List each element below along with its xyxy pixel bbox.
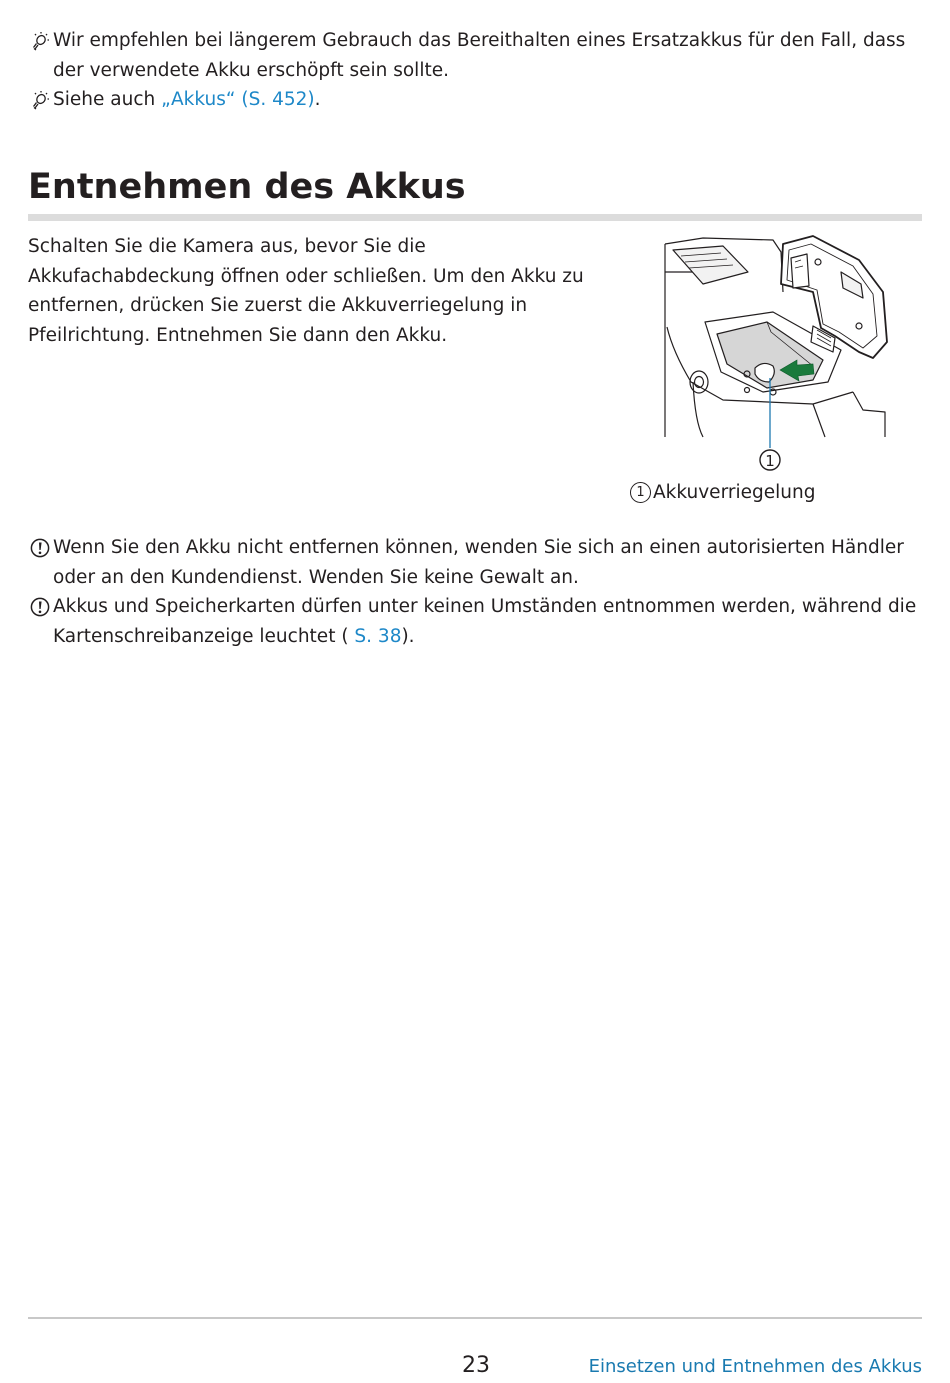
tip-suffix: . xyxy=(314,89,321,110)
caption-number: 1 xyxy=(630,482,651,503)
tip-text xyxy=(53,85,930,115)
caution-note-2 xyxy=(30,592,930,651)
caution-icon xyxy=(30,597,50,617)
tip-prefix: Siehe auch xyxy=(53,89,162,110)
figure-caption xyxy=(630,478,815,508)
page-number: 23 xyxy=(462,1353,490,1378)
caution-icon xyxy=(30,538,50,558)
tip-note-2 xyxy=(30,85,930,115)
section-body: Schalten Sie die Kamera aus, bevor Sie die Akkufachabdeckung öffnen oder schließen. Um den Akku zu entfernen, drücken Sie zuerst die Akkuverriegelung in Pfeilrichtung. Entnehmen Sie dann den Akku. xyxy=(28,236,584,346)
chapter-link[interactable]: Einsetzen und Entnehmen des Akkus xyxy=(588,1356,922,1377)
battery-compartment-illustration xyxy=(663,232,893,472)
caution-text: Wenn Sie den Akku nicht entfernen können, wenden Sie sich an einen autorisierten Händler oder an den Kundendienst. Wenden Sie keine Gewalt an. xyxy=(53,537,904,588)
tip-text: Wir empfehlen bei längerem Gebrauch das Bereithalten eines Ersatzakkus für den Fall, dass der verwendete Akku erschöpft sein sollte. xyxy=(53,30,906,81)
caution-prefix: Akkus und Speicherkarten dürfen unter keinen Umständen entnommen werden, während die Kartenschreibanzeige leuchtet ( xyxy=(53,596,917,647)
lightbulb-icon xyxy=(30,90,50,110)
tip-note-1 xyxy=(30,26,930,85)
akkus-page-link[interactable]: „Akkus“ (S. 452) xyxy=(161,89,315,110)
caution-text xyxy=(53,592,930,651)
heading-rule xyxy=(28,214,922,221)
callout-number: 1 xyxy=(765,452,775,470)
section-heading: Entnehmen des Akkus xyxy=(28,167,466,207)
footer-rule xyxy=(28,1317,922,1319)
lightbulb-icon xyxy=(30,31,50,51)
caution-note-1 xyxy=(30,533,930,592)
page-38-link[interactable]: S. 38 xyxy=(354,625,402,647)
caption-label: Akkuverriegelung xyxy=(653,482,816,503)
caution-suffix: ). xyxy=(401,625,415,647)
